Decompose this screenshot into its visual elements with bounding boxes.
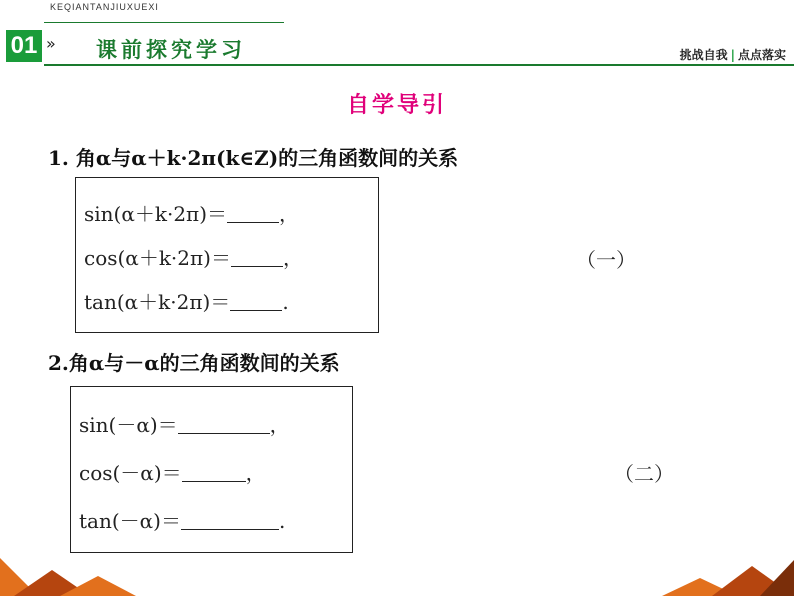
question-2-box	[70, 386, 353, 553]
formula-row	[79, 409, 290, 438]
formula-tail: .	[278, 509, 286, 533]
formula-lhs: cos(α＋k·2π)＝	[84, 246, 231, 270]
question-1-tag: （一）	[576, 248, 636, 272]
answer-blank[interactable]	[178, 415, 270, 434]
formula-row	[84, 198, 299, 227]
formula-lhs: tan(α＋k·2π)＝	[84, 290, 231, 314]
formula-lhs: sin(α＋k·2π)＝	[84, 202, 227, 226]
footer-decoration	[0, 548, 794, 596]
section-title: 课前探究学习	[96, 38, 246, 62]
header-links	[680, 46, 786, 63]
answer-blank[interactable]	[227, 204, 279, 223]
section-number-badge: 01	[6, 30, 42, 62]
question-2-tag: （二）	[614, 462, 674, 486]
practice-link[interactable]: 点点落实	[737, 48, 786, 62]
question-2-title: 2.角α与－α的三角函数间的关系	[48, 351, 340, 375]
answer-blank[interactable]	[181, 511, 279, 530]
formula-row	[84, 242, 303, 271]
formula-tail: ，	[282, 246, 303, 270]
formula-lhs: sin(－α)＝	[79, 413, 178, 437]
answer-blank[interactable]	[230, 292, 282, 311]
link-separator: |	[730, 48, 735, 62]
slide-header	[0, 0, 794, 70]
chevron-right-icon: »	[46, 34, 56, 53]
question-1-title: 1. 角α与α＋k·2π(k∈Z)的三角函数间的关系	[48, 146, 459, 170]
header-rule	[44, 64, 794, 66]
header-thin-rule	[44, 22, 284, 23]
formula-tail: .	[282, 290, 289, 314]
formula-tail: ，	[279, 202, 299, 226]
section-pinyin: KEQIANTANJIUXUEXI	[50, 2, 159, 12]
formula-tail: ，	[269, 413, 290, 437]
formula-lhs: tan(－α)＝	[79, 509, 181, 533]
challenge-link[interactable]: 挑战自我	[679, 48, 728, 62]
formula-row	[84, 286, 289, 315]
formula-row	[79, 457, 266, 486]
formula-tail: ，	[245, 461, 266, 485]
question-1-box	[75, 177, 379, 333]
answer-blank[interactable]	[231, 248, 283, 267]
answer-blank[interactable]	[182, 463, 246, 482]
page-subtitle: 自学导引	[346, 93, 447, 118]
formula-row	[79, 505, 285, 534]
formula-lhs: cos(－α)＝	[79, 461, 182, 485]
